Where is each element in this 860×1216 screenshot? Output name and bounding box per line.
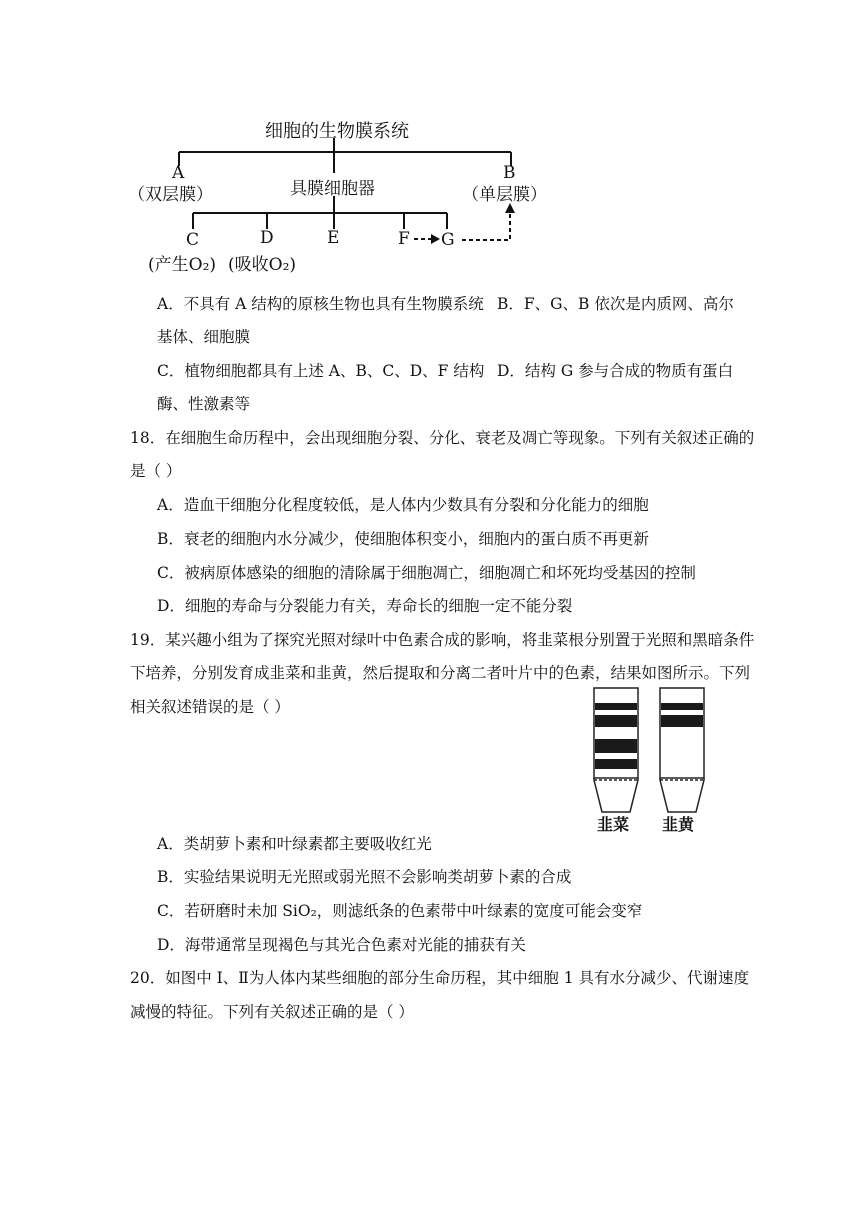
band-carotene-left: [595, 703, 637, 710]
q17-option-a: A．不具有 A 结构的原核生物也具有生物膜系统: [157, 295, 484, 313]
q17-option-b: B．F、G、B 依次是内质网、高尔: [497, 295, 734, 313]
node-c-label: C: [186, 230, 200, 250]
pigment-bands-right: [661, 703, 703, 727]
band-chlorophyll-a-left: [595, 739, 637, 753]
q17-option-b-cont: 基体、细胞膜: [157, 328, 251, 346]
q20-stem: 20．如图中 I、Ⅱ为人体内某些细胞的部分生命历程，其中细胞 1 具有水分减少、代谢速度: [130, 969, 750, 987]
band-xanthophyll-right: [661, 715, 703, 727]
q18-option-a: A．造血干细胞分化程度较低，是人体内少数具有分裂和分化能力的细胞: [157, 496, 649, 514]
q19-stem: 19．某兴趣小组为了探究光照对绿叶中色素合成的影响，将韭菜根分别置于光照和黑暗条件: [130, 631, 755, 649]
node-a-note: （双层膜）: [128, 185, 213, 205]
node-c-note: (产生O₂): [148, 255, 217, 275]
q20-stem-cont: 减慢的特征。下列有关叙述正确的是（ ）: [130, 1003, 414, 1021]
q19-option-b: B．实验结果说明无光照或弱光照不会影响类胡萝卜素的合成: [157, 868, 572, 886]
arrow-f-to-g-head: [431, 234, 440, 244]
q17-option-d: D．结构 G 参与合成的物质有蛋白: [497, 362, 734, 380]
node-e-label: E: [327, 228, 340, 248]
band-carotene-right: [661, 703, 703, 710]
node-d-label: D: [260, 228, 274, 248]
q17-option-c: C．植物细胞都具有上述 A、B、C、D、F 结构: [157, 362, 485, 380]
band-chlorophyll-b-left: [595, 759, 637, 769]
q19-option-c: C．若研磨时未加 SiO₂，则滤纸条的色素带中叶绿素的宽度可能会变窄: [157, 902, 643, 920]
node-g-label: G: [441, 230, 455, 250]
pigment-bands-left: [595, 703, 637, 769]
q19-option-a: A．类胡萝卜素和叶绿素都主要吸收红光: [157, 835, 432, 853]
band-xanthophyll-left: [595, 715, 637, 727]
node-mid-label: 具膜细胞器: [290, 179, 375, 199]
node-a-label: A: [172, 163, 185, 183]
node-d-note: (吸收O₂): [228, 255, 297, 275]
node-b-label: B: [503, 163, 516, 183]
q19-stem-cont-2: 相关叙述错误的是（ ）: [130, 698, 290, 716]
q19-option-d: D．海带通常呈现褐色与其光合色素对光能的捕获有关: [157, 936, 526, 954]
diagram-title: 细胞的生物膜系统: [265, 121, 409, 142]
q19-stem-cont-1: 下培养，分别发育成韭菜和韭黄，然后提取和分离二者叶片中的色素，结果如图所示。下列: [130, 664, 751, 682]
q18-stem: 18．在细胞生命历程中，会出现细胞分裂、分化、衰老及凋亡等现象。下列有关叙述正确的: [130, 429, 755, 447]
q17-option-d-cont: 酶、性激素等: [157, 395, 251, 413]
q18-option-d: D．细胞的寿命与分裂能力有关，寿命长的细胞一定不能分裂: [157, 597, 573, 615]
node-b-note: （单层膜）: [462, 185, 547, 205]
q18-option-c: C．被病原体感染的细胞的清除属于细胞凋亡，细胞凋亡和坏死均受基因的控制: [157, 564, 696, 582]
tube-right-label: 韭黄: [662, 815, 695, 834]
q18-stem-cont: 是（ ）: [130, 462, 182, 480]
arrow-g-to-b: [462, 212, 510, 240]
tube-left-label: 韭菜: [597, 815, 630, 834]
q18-option-b: B．衰老的细胞内水分减少，使细胞体积变小，细胞内的蛋白质不再更新: [157, 530, 649, 548]
node-f-label: F: [398, 229, 410, 249]
